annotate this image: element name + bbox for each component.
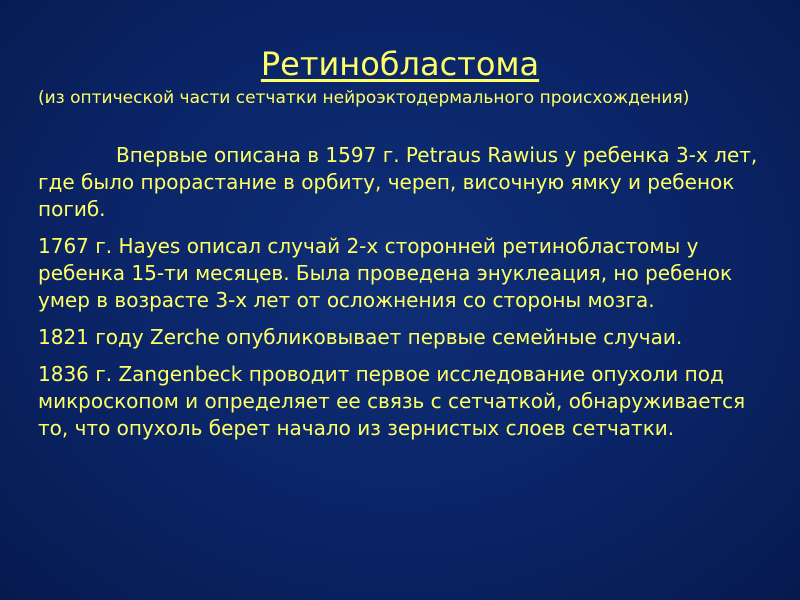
paragraph-first-description: Впервые описана в 1597 г. Petraus Rawius у ребенка 3-х лет, где было прорастание в орбиту, череп, височную ямку и ребенок погиб. — [38, 143, 758, 221]
paragraph-zangenbeck-microscopy: 1836 г. Zangenbeck проводит первое исследование опухоли под микроскопом и определяет ее связь с сетчаткой, обнаруживается то, что опухоль берет начало из зернистых слоев сетчатки. — [38, 362, 746, 440]
slide-body — [38, 142, 778, 452]
paragraph-zerche-family-cases: 1821 году Zerche опубликовывает первые семейные случаи. — [38, 325, 683, 349]
slide-subtitle: (из оптической части сетчатки нейроэктодермального происхождения) — [38, 88, 690, 108]
slide-title: Ретинобластома — [260, 45, 540, 83]
paragraph-hayes-case: 1767 г. Hayes описал случай 2-х сторонней ретинобластомы у ребенка 15-ти месяцев. Была проведена энуклеация, но ребенок умер в возрасте 3-х лет от осложнения со стороны мозга. — [38, 234, 733, 312]
